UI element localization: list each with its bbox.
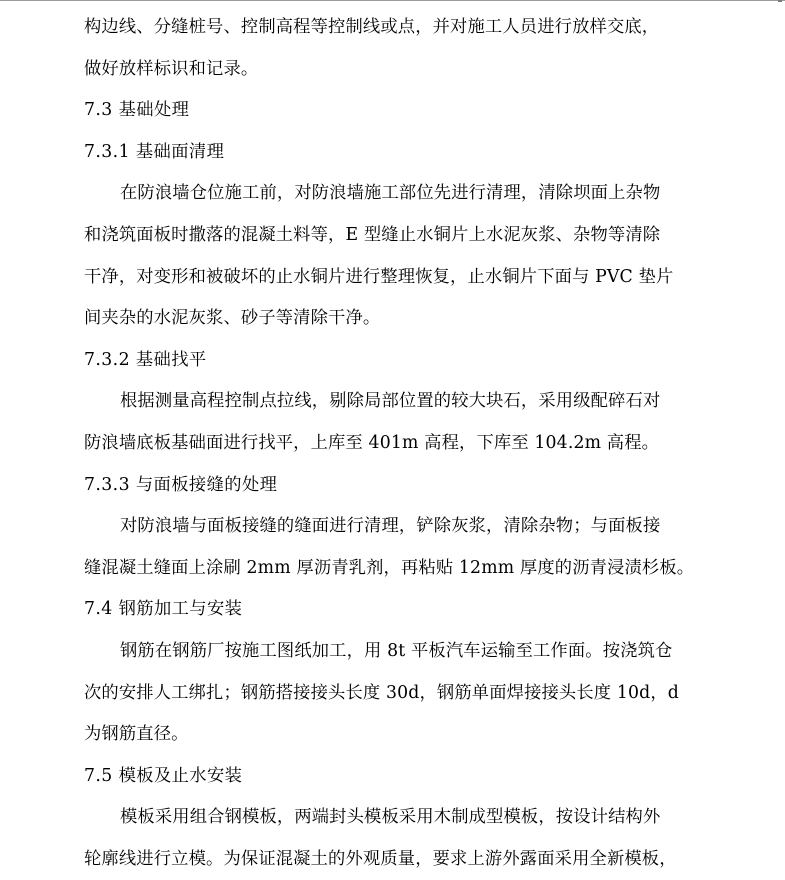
scrollbar-thumb[interactable]	[778, 0, 782, 2]
body-line: 干净，对变形和被破坏的止水铜片进行整理恢复，止水铜片下面与 PVC 垫片	[84, 266, 674, 287]
body-line: 和浇筑面板时撒落的混凝土料等，E 型缝止水铜片上水泥灰浆、杂物等清除	[84, 224, 661, 245]
section-heading-7-3: 7.3 基础处理	[84, 100, 190, 121]
paragraph-first-line: 对防浪墙与面板接缝的缝面进行清理，铲除灰浆，清除杂物；与面板接	[120, 516, 661, 537]
page-top-border	[0, 0, 785, 1]
section-heading-7-5: 7.5 模板及止水安装	[84, 765, 243, 786]
body-line: 构边线、分缝桩号、控制高程等控制线或点，并对施工人员进行放样交底，	[84, 17, 660, 37]
section-heading-7-3-1: 7.3.1 基础面清理	[84, 141, 225, 162]
body-line: 做好放样标识和记录。	[84, 58, 259, 79]
body-line: 防浪墙底板基础面进行找平，上库至 401m 高程，下库至 104.2m 高程。	[84, 432, 660, 453]
paragraph-first-line: 根据测量高程控制点拉线，剔除局部位置的较大块石，采用级配碎石对	[120, 391, 661, 412]
paragraph-first-line: 模板采用组合钢模板，两端封头模板采用木制成型模板，按设计结构外	[120, 807, 661, 828]
body-line: 次的安排人工绑扎；钢筋搭接接头长度 30d，钢筋单面焊接接头长度 10d，d	[84, 682, 680, 703]
paragraph-first-line: 钢筋在钢筋厂按施工图纸加工，用 8t 平板汽车运输至工作面。按浇筑仓	[120, 640, 673, 661]
section-heading-7-4: 7.4 钢筋加工与安装	[84, 599, 243, 620]
body-line: 轮廓线进行立模。为保证混凝土的外观质量，要求上游外露面采用全新模板，	[84, 848, 677, 869]
body-line: 为钢筋直径。	[84, 724, 189, 745]
body-line: 间夹杂的水泥灰浆、砂子等清除干净。	[84, 308, 381, 329]
section-heading-7-3-2: 7.3.2 基础找平	[84, 349, 207, 370]
paragraph-first-line: 在防浪墙仓位施工前，对防浪墙施工部位先进行清理，清除坝面上杂物	[120, 183, 661, 204]
document-body	[84, 7, 704, 880]
body-line: 缝混凝土缝面上涂刷 2mm 厚沥青乳剂，再粘贴 12mm 厚度的沥青浸渍杉板。	[84, 557, 695, 578]
section-heading-7-3-3: 7.3.3 与面板接缝的处理	[84, 474, 278, 495]
